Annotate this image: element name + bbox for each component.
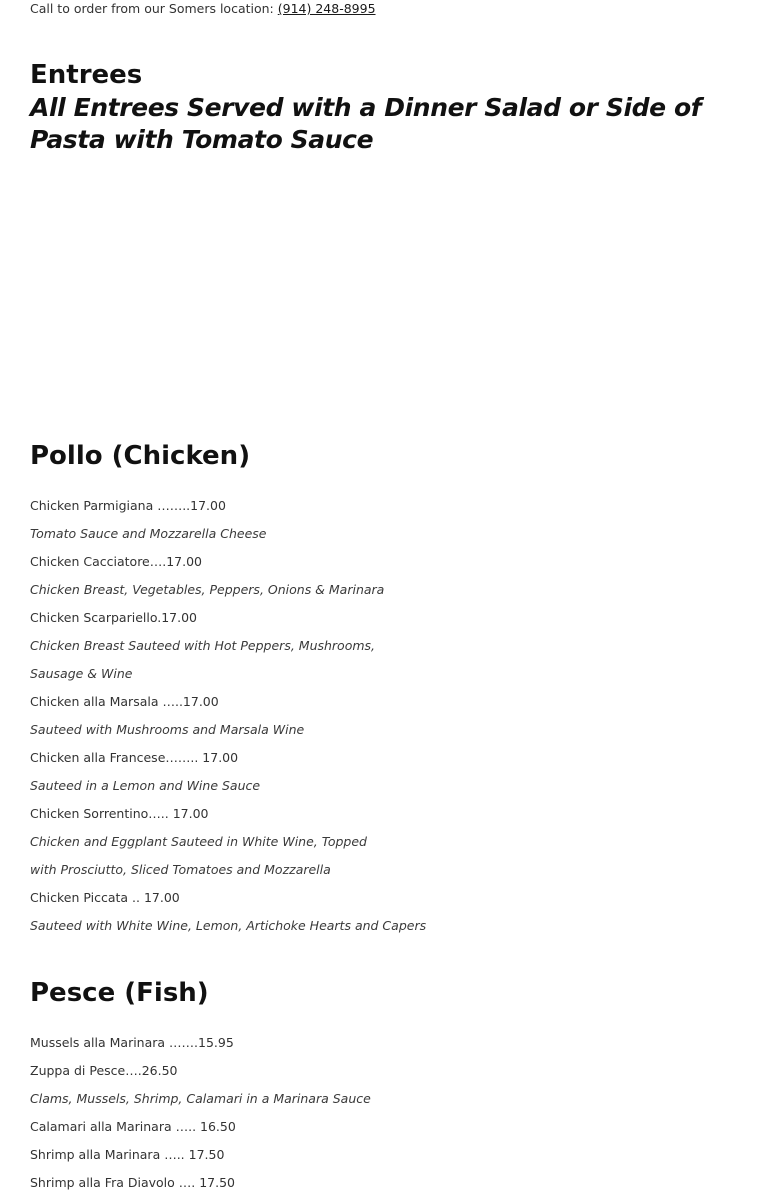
menu-item-description: Chicken Breast Sauteed with Hot Peppers, Mushrooms, [30,638,376,653]
menu-item-description: Chicken and Eggplant Sauteed in White Wine, Topped [30,834,367,849]
menu-item-description: with Prosciutto, Sliced Tomatoes and Mozzarella [30,862,331,877]
fish-section-heading: Pesce (Fish) [30,978,209,1008]
menu-item-description: Chicken Breast, Vegetables, Peppers, Onions & Marinara [30,582,385,597]
menu-item: Mussels alla Marinara …….15.95 [30,1035,234,1050]
menu-item: Shrimp alla Marinara ….. 17.50 [30,1147,225,1162]
menu-item-description: Clams, Mussels, Shrimp, Calamari in a Marinara Sauce [30,1091,371,1106]
menu-item: Chicken alla Marsala …..17.00 [30,694,219,709]
entrees-heading: Entrees [30,60,143,90]
menu-item: Chicken Piccata .. 17.00 [30,890,180,905]
menu-item: Chicken alla Francese…….. 17.00 [30,750,239,765]
menu-item-description: Sauteed in a Lemon and Wine Sauce [30,778,261,793]
menu-item: Chicken Cacciatore….17.00 [30,554,203,569]
entrees-subtitle: All Entrees Served with a Dinner Salad or Side of Pasta with Tomato Sauce [30,93,702,154]
menu-item: Shrimp alla Fra Diavolo …. 17.50 [30,1175,235,1190]
fish-menu-list [30,1029,371,1197]
chicken-section-heading: Pollo (Chicken) [30,441,251,471]
menu-item-description: Tomato Sauce and Mozzarella Cheese [30,526,267,541]
call-to-order-text: Call to order from our Somers location: [30,1,278,16]
menu-item: Chicken Scarpariello.17.00 [30,610,198,625]
call-to-order-line [30,1,376,17]
menu-item-description: Sauteed with White Wine, Lemon, Artichoke Hearts and Capers [30,918,427,933]
menu-item: Zuppa di Pesce….26.50 [30,1063,178,1078]
menu-item-description: Sauteed with Mushrooms and Marsala Wine [30,722,305,737]
phone-link[interactable]: (914) 248-8995 [277,1,376,16]
menu-item: Calamari alla Marinara ….. 16.50 [30,1119,236,1134]
chicken-menu-list [30,492,426,940]
menu-item: Chicken Sorrentino….. 17.00 [30,806,209,821]
menu-item: Chicken Parmigiana ……..17.00 [30,498,226,513]
menu-item-description: Sausage & Wine [30,666,133,681]
